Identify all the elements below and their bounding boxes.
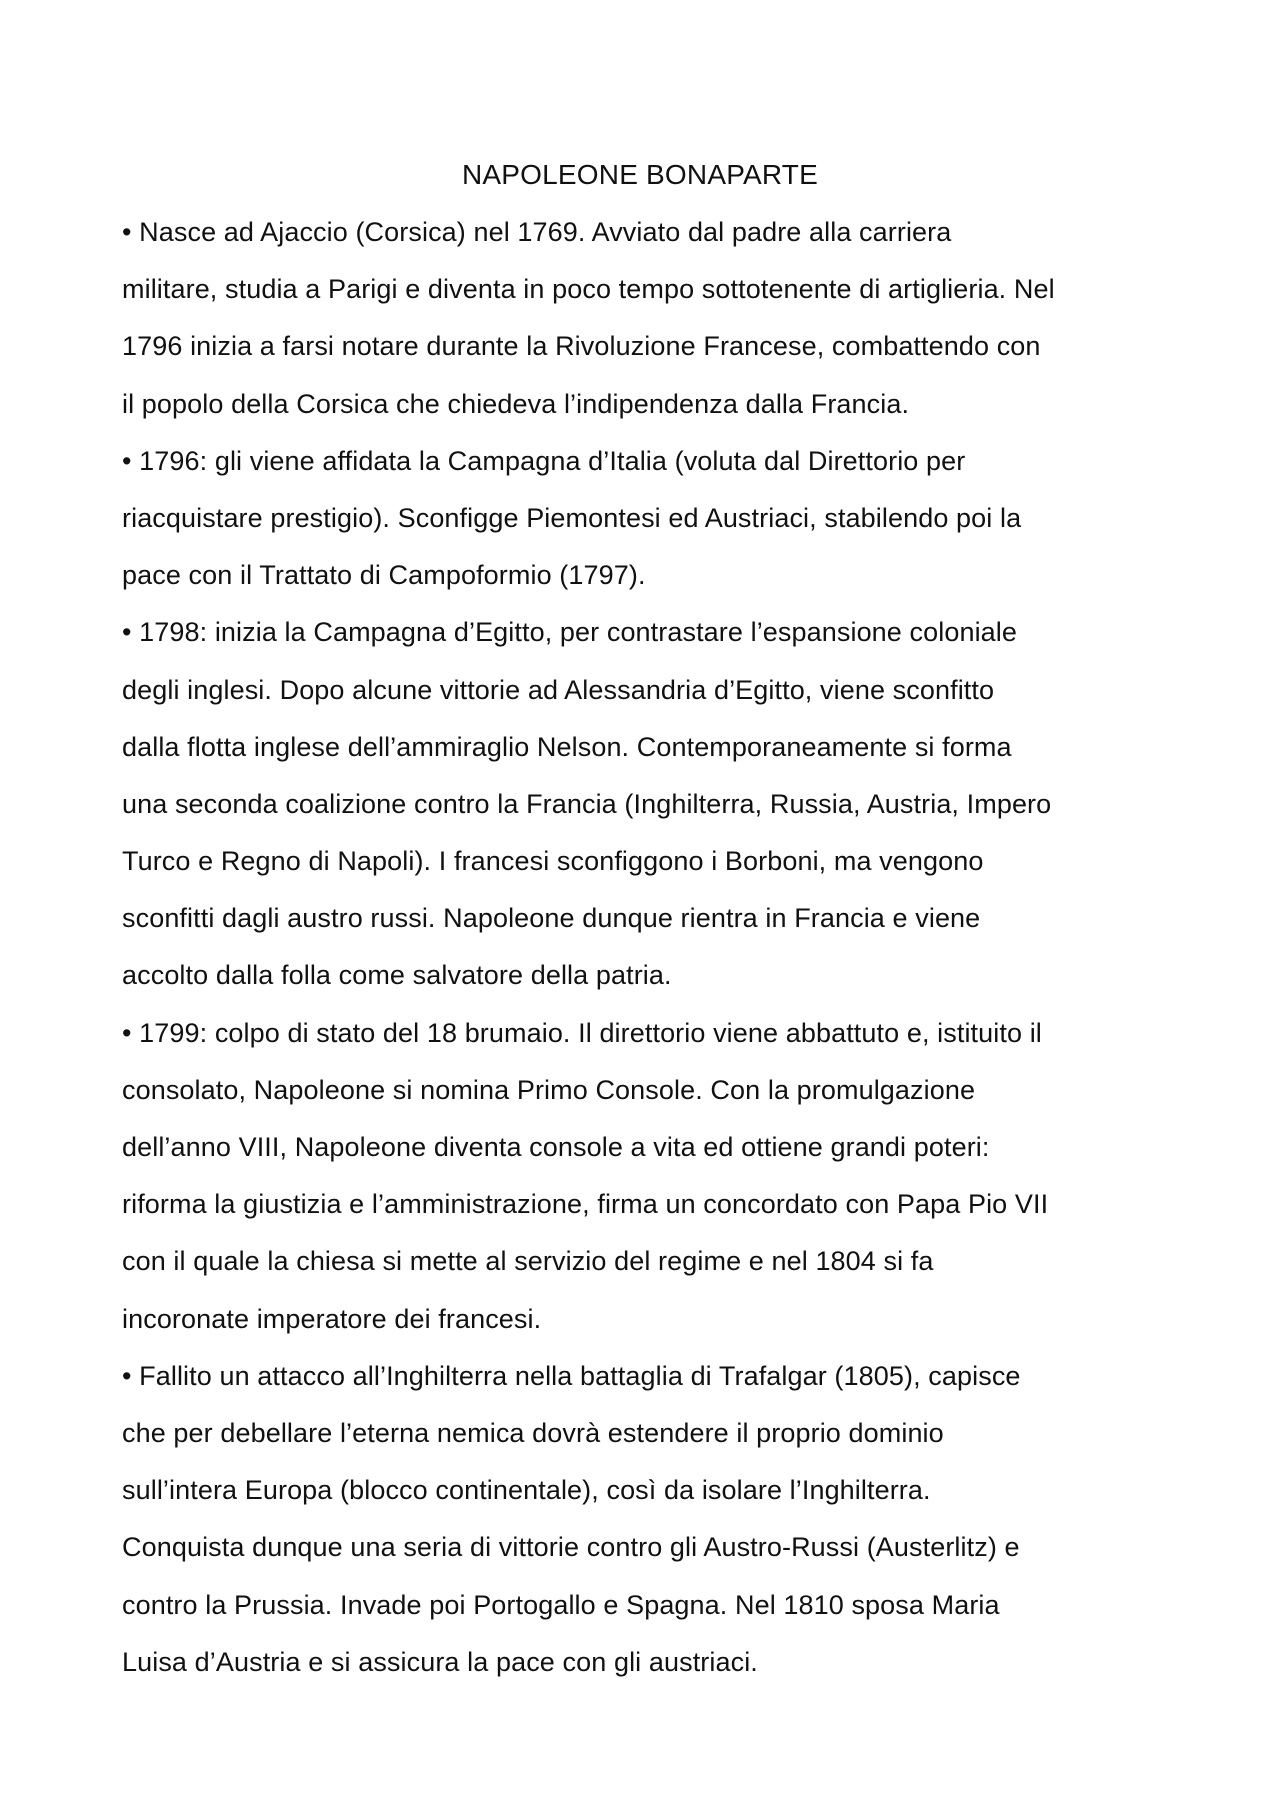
text-line: Luisa d’Austria e si assicura la pace con gli austriaci. (122, 1646, 758, 1677)
text-line: Conquista dunque una seria di vittorie contro gli Austro-Russi (Austerlitz) e (122, 1532, 1020, 1563)
text-line: dell’anno VIII, Napoleone diventa console a vita ed ottiene grandi poteri: (122, 1132, 990, 1162)
text-line: 1796 inizia a farsi notare durante la Rivoluzione Francese, combattendo con (122, 331, 1041, 362)
text-line: degli inglesi. Dopo alcune vittorie ad Alessandria d’Egitto, viene sconfitto (122, 674, 995, 705)
text-line: • 1796: gli viene affidata la Campagna d’Italia (voluta dal Direttorio per (122, 445, 966, 476)
text-line: con il quale la chiesa si mette al servizio del regime e nel 1804 si fa (122, 1246, 934, 1277)
text-line: • 1798: inizia la Campagna d’Egitto, per contrastare l’espansione coloniale (122, 617, 1017, 648)
text-line: sconfitti dagli austro russi. Napoleone dunque rientra in Francia e viene (122, 903, 981, 934)
document-body (122, 215, 1122, 1702)
text-line: riforma la giustizia e l’amministrazione, firma un concordato con Papa Pio VII (122, 1189, 1049, 1220)
text-line: consolato, Napoleone si nomina Primo Console. Con la promulgazione (122, 1074, 976, 1105)
text-line: il popolo della Corsica che chiedeva l’indipendenza dalla Francia. (122, 388, 910, 419)
text-line: riacquistare prestigio). Sconfigge Piemontesi ed Austriaci, stabilendo poi la (122, 502, 1022, 533)
text-line: • Nasce ad Ajaccio (Corsica) nel 1769. Avviato dal padre alla carriera (122, 217, 952, 247)
text-line: contro la Prussia. Invade poi Portogallo e Spagna. Nel 1810 sposa Maria (122, 1589, 1000, 1620)
text-line: • Fallito un attacco all’Inghilterra nella battaglia di Trafalgar (1805), capisce (122, 1360, 1021, 1391)
text-line: pace con il Trattato di Campoformio (1797). (122, 560, 646, 591)
text-line: militare, studia a Parigi e diventa in poco tempo sottotenente di artiglieria. Nel (122, 274, 1055, 305)
text-line: incoronate imperatore dei francesi. (122, 1303, 542, 1334)
text-line: che per debellare l’eterna nemica dovrà estendere il proprio dominio (122, 1417, 944, 1448)
document-title: NAPOLEONE BONAPARTE (462, 159, 818, 190)
text-line: • 1799: colpo di stato del 18 brumaio. Il direttorio viene abbattuto e, istituito il (122, 1017, 1042, 1048)
text-line: sull’intera Europa (blocco continentale), così da isolare l’Inghilterra. (122, 1475, 931, 1506)
text-line: Turco e Regno di Napoli). I francesi sconfiggono i Borboni, ma vengono (122, 846, 984, 877)
text-line: una seconda coalizione contro la Francia (Inghilterra, Russia, Austria, Impero (122, 788, 1052, 819)
text-line: accolto dalla folla come salvatore della patria. (122, 960, 672, 991)
text-line: dalla flotta inglese dell’ammiraglio Nelson. Contemporaneamente si forma (122, 731, 1012, 762)
